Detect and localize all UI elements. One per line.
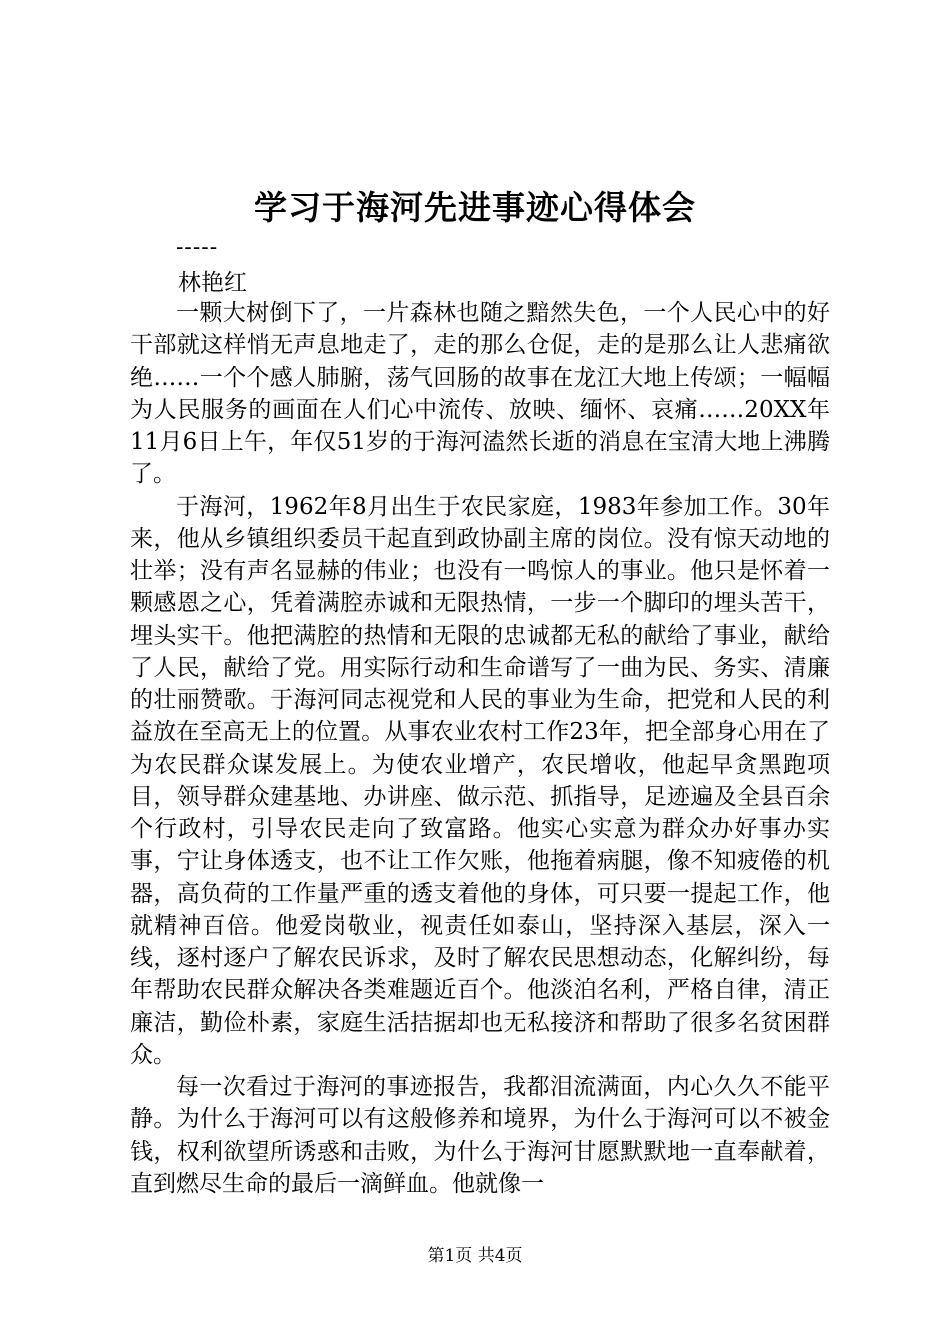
paragraph: 每一次看过于海河的事迹报告，我都泪流满面，内心久久不能平静。为什么于海河可以有这般修养和境界，为什么于海河可以不被金钱，权利欲望所诱惑和击败，为什么于海河甘愿默默地一直奉献着，直到燃尽生命的最后一滴鲜血。他就像一 xyxy=(130,1074,830,1197)
paragraph: 于海河，1962年8月出生于农民家庭，1983年参加工作。30年来，他从乡镇组织委员干起直到政协副主席的岗位。没有惊天动地的壮举；没有声名显赫的伟业；也没有一鸣惊人的事业。他只是怀着一颗感恩之心，凭着满腔赤诚和无限热情，一步一个脚印的埋头苦干，埋头实干。他把满腔的热情和无限的忠诚都无私的献给了事业，献给了人民，献给了党。用实际行动和生命谱写了一曲为民、务实、清廉的壮丽赞歌。于海河同志视党和人民的事业为生命，把党和人民的利益放在至高无上的位置。从事农业农村工作23年，把全部身心用在了为农民群众谋发展上。为使农业增产，农民增收，他起早贪黑跑项目，领导群众建基地、办讲座、做示范、抓指导，足迹遍及全县百余个行政村，引导农民走向了致富路。他实心实意为群众办好事办实事，宁让身体透支，也不让工作欠账，他拖着病腿，像不知疲倦的机器，高负荷的工作量严重的透支着他的身体，可只要一提起工作，他就精神百倍。他爱岗敬业，视责任如泰山，坚持深入基层，深入一线，逐村逐户了解农民诉求，及时了解农民思想动态，化解纠纷，每年帮助农民群众解决各类难题近百个。他淡泊名利，严格自律，清正廉洁，勤俭朴素，家庭生活拮据却也无私接济和帮助了很多名贫困群众。 xyxy=(130,493,830,1068)
title-underline-dashes: ----- xyxy=(176,235,219,260)
paragraph: 一颗大树倒下了，一片森林也随之黯然失色，一个人民心中的好干部就这样悄无声息地走了，走的那么仓促，走的是那么让人悲痛欲绝……一个个感人肺腑，荡气回肠的故事在龙江大地上传颂；一幅幅为人民服务的画面在人们心中流传、放映、缅怀、哀痛……20XX年11月6日上午，年仅51岁的于海河溘然长逝的消息在宝清大地上沸腾了。 xyxy=(130,300,830,488)
document-title: 学习于海河先进事迹心得体会 xyxy=(254,188,696,227)
page-footer: 第1页 共4页 xyxy=(427,1246,523,1266)
document-body xyxy=(130,297,830,1200)
author-name: 林艳红 xyxy=(178,270,247,296)
